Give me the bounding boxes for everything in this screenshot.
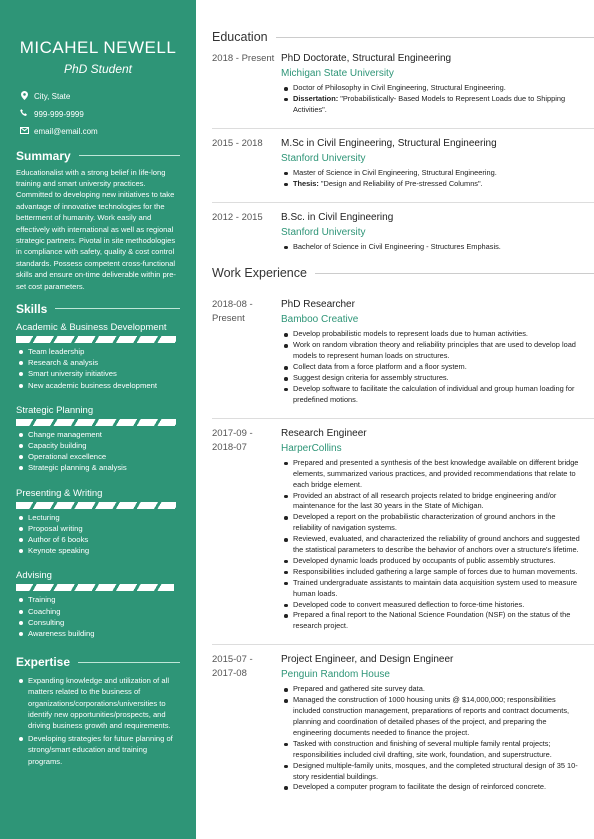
entry-separator xyxy=(212,202,594,203)
main-content xyxy=(196,0,594,839)
entry-institution: Stanford University xyxy=(281,226,366,238)
entry-bullet: Develop software to facilitate the calculation of individual and group human loading for predefined motions. xyxy=(281,384,580,406)
education-entry xyxy=(212,137,594,190)
contact-location xyxy=(16,88,180,106)
skill-item: Smart university initiatives xyxy=(16,368,180,379)
summary-title: Summary xyxy=(16,148,71,163)
entry-bullet: Responsibilities included gathering a large sample of forces due to human movements. xyxy=(281,567,580,578)
skill-item: Operational excellence xyxy=(16,451,180,462)
divider xyxy=(276,37,594,38)
entry-date: 2017-09 - 2018-07 xyxy=(212,427,253,453)
expertise-heading xyxy=(16,655,180,669)
skill-item: Awareness building xyxy=(16,628,180,639)
education-title: Education xyxy=(212,30,268,44)
skill-group-title: Advising xyxy=(16,570,52,582)
work-entry xyxy=(212,427,594,633)
entry-company: HarperCollins xyxy=(281,442,342,454)
entry-bullet: Developed a computer program to facilitate the design of reinforced concrete. xyxy=(281,782,580,793)
entry-separator xyxy=(212,644,594,645)
email-text[interactable]: email@email.com xyxy=(34,127,98,137)
entry-bullet: Developed a report on the probabilistic characterization of ground anchors in the reliability of navigation systems. xyxy=(281,512,580,534)
skill-group xyxy=(16,322,180,391)
skills-title: Skills xyxy=(16,301,48,316)
skill-item: Author of 6 books xyxy=(16,534,180,545)
entry-title: PhD Researcher xyxy=(281,299,355,311)
entry-bullet: Thesis: "Design and Reliability of Pre-stressed Columns". xyxy=(281,179,580,190)
work-title: Work Experience xyxy=(212,266,307,281)
envelope-icon xyxy=(18,127,30,136)
skill-level-bar xyxy=(16,419,176,426)
skill-group xyxy=(16,570,180,639)
entry-title: Research Engineer xyxy=(281,427,367,439)
skill-level-bar xyxy=(16,502,176,509)
education-entry xyxy=(212,211,594,253)
entry-bullet: Developed code to convert measured deflection to force-time histories. xyxy=(281,600,580,611)
entry-bullet: Managed the construction of 1000 housing units @ $14,000,000; responsibilities included construction management, preparations of reports and contract documents, planning and coordination of detailed phases of the project, and preparing the engineering documents needed to finance the project. xyxy=(281,695,580,739)
entry-date: 2012 - 2015 xyxy=(212,211,263,223)
skill-group xyxy=(16,488,180,557)
skill-item: Proposal writing xyxy=(16,523,180,534)
entry-bullet: Tasked with construction and finishing of several multiple family rental projects; responsibilities included civil drafting, site work, foundation, and superstructure. xyxy=(281,739,580,761)
entry-bullet: Prepared a final report to the National Science Foundation (NSF) on the status of the research project. xyxy=(281,610,580,632)
skill-group-title: Presenting & Writing xyxy=(16,487,103,499)
phone-text: 999-999-9999 xyxy=(34,109,84,119)
divider xyxy=(55,308,180,309)
entry-bullet: Prepared and gathered site survey data. xyxy=(281,684,580,695)
contact-info xyxy=(16,88,180,141)
work-heading xyxy=(212,266,594,280)
location-text: City, State xyxy=(34,92,71,102)
work-entry xyxy=(212,653,594,793)
location-pin-icon xyxy=(18,91,30,102)
divider xyxy=(78,662,180,663)
entry-title: Project Engineer, and Design Engineer xyxy=(281,654,454,666)
entry-bullet: Developed dynamic loads produced by occupants of public assembly structures. xyxy=(281,556,580,567)
entry-bullet: Master of Science in Civil Engineering, Structural Engineering. xyxy=(281,168,580,179)
entry-bullet: Dissertation: "Probabilistically- Based Models to Represent Loads due to Shipping Activities". xyxy=(281,94,580,116)
entry-title: B.Sc. in Civil Engineering xyxy=(281,211,394,223)
entry-bullet: Designed multiple-family units, mosques, and the completed structural design of 35 10-story residential buildings. xyxy=(281,761,580,783)
entry-bullet: Suggest design criteria for assembly structures. xyxy=(281,373,580,384)
skill-item: Research & analysis xyxy=(16,357,180,368)
entry-bullet: Provided an abstract of all research projects related to bridge engineering and/or maintenance for the last 30 years in the State of Michigan. xyxy=(281,491,580,513)
skill-group-title: Strategic Planning xyxy=(16,404,94,416)
entry-date: 2015-07 - 2017-08 xyxy=(212,654,253,680)
skill-item: Coaching xyxy=(16,606,180,617)
candidate-role: PhD Student xyxy=(63,62,133,76)
skill-item: Consulting xyxy=(16,617,180,628)
contact-email[interactable] xyxy=(16,123,180,141)
skill-level-bar xyxy=(16,584,174,591)
entry-separator xyxy=(212,128,594,129)
entry-bullet: Prepared and presented a synthesis of the best knowledge available on different bridge elements, summarized various practices, and provided recommendations that relate to each bridge element. xyxy=(281,458,580,491)
work-entry xyxy=(212,298,594,405)
expertise-item: Developing strategies for future planning of strong/smart education and training programs. xyxy=(16,733,180,767)
entry-date: 2018-08 - Present xyxy=(212,299,253,325)
entry-date: 2018 - Present xyxy=(212,53,275,64)
skill-item: New academic business development xyxy=(16,380,180,391)
candidate-name: MICAHEL NEWELL xyxy=(19,38,177,57)
expertise-title: Expertise xyxy=(16,655,71,670)
skill-item: Training xyxy=(16,594,180,605)
entry-bullet: Develop probabilistic models to represent loads due to human activities. xyxy=(281,329,580,340)
entry-bullet: Bachelor of Science in Civil Engineering - Structures Emphasis. xyxy=(281,242,580,253)
entry-bullet: Work on random vibration theory and reliability principles that are used to develop load models to represent human loads on structures. xyxy=(281,340,580,362)
entry-title: PhD Doctorate, Structural Engineering xyxy=(281,53,452,64)
skill-item: Capacity building xyxy=(16,440,180,451)
entry-institution: Stanford University xyxy=(281,152,366,164)
skill-item: Change management xyxy=(16,429,180,440)
summary-heading xyxy=(16,149,180,163)
phone-icon xyxy=(18,109,30,119)
sidebar xyxy=(0,0,196,839)
entry-institution: Michigan State University xyxy=(281,68,394,79)
education-entry xyxy=(212,52,594,116)
entry-separator xyxy=(212,418,594,419)
entry-bullet: Collect data from a force platform and a floor system. xyxy=(281,362,580,373)
summary-text: Educationalist with a strong belief in life-long training and smart university practices. Committed to developing new initiatives to take advantage of innovative technologies for the betterment of humanity. Work easily and effectively with international as well as regional strategic partners. Pivotal in site methodologies in compliance with safety, quality & cost control standards. Possess competent cross-functional skills and ensure on-time deliverable within pre-set cost parameters. xyxy=(16,167,176,291)
entry-company: Bamboo Creative xyxy=(281,314,359,326)
skill-level-bar xyxy=(16,336,176,343)
divider xyxy=(79,155,180,156)
expertise-item: Expanding knowledge and utilization of all matters related to the business of organizations/corporations/universities to identify new opportunities/prospects, and driving business growth and requirements. xyxy=(16,675,180,731)
entry-bullet: Reviewed, evaluated, and characterized the reliability of ground anchors and suggested the statistical parameters to describe the behavior of anchors over a structure's lifetime. xyxy=(281,534,580,556)
skill-item: Keynote speaking xyxy=(16,545,180,556)
skill-group-title: Academic & Business Development xyxy=(16,321,167,333)
skill-group xyxy=(16,405,180,474)
entry-date: 2015 - 2018 xyxy=(212,137,263,149)
skill-item: Strategic planning & analysis xyxy=(16,462,180,473)
skills-heading xyxy=(16,302,180,316)
entry-bullet: Trained undergraduate assistants to maintain data acquisition system used to measure human loads. xyxy=(281,578,580,600)
education-heading xyxy=(212,30,594,44)
entry-bullet: Doctor of Philosophy in Civil Engineering, Structural Engineering. xyxy=(281,83,580,94)
entry-company: Penguin Random House xyxy=(281,669,390,681)
skill-item: Team leadership xyxy=(16,346,180,357)
entry-title: M.Sc in Civil Engineering, Structural Engineering xyxy=(281,137,497,149)
contact-phone xyxy=(16,106,180,124)
skill-item: Lecturing xyxy=(16,512,180,523)
divider xyxy=(315,273,594,274)
